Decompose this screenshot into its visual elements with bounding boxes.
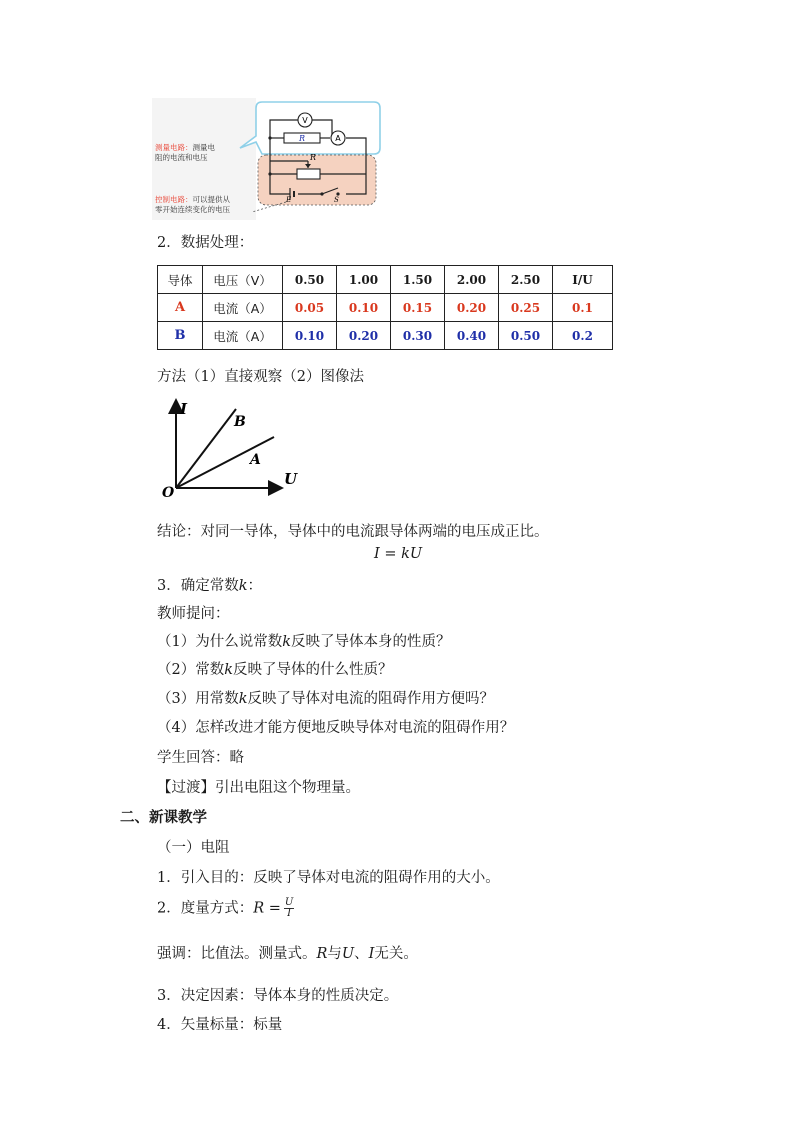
emphasis-i: I (368, 946, 375, 962)
method-line: 方法（1）直接观察（2）图像法 (157, 369, 364, 385)
table-header-cell: 1.00 (337, 266, 391, 294)
table-header-cell: 2.00 (445, 266, 499, 294)
table-cell: 0.30 (391, 322, 445, 350)
control-label: 控制电路： (155, 195, 193, 204)
fraction-denominator: I (287, 908, 292, 919)
table-header-cell: 2.50 (499, 266, 553, 294)
iu-graph-svg (160, 396, 310, 500)
control-desc-2: 零开始连续变化的电压 (155, 205, 230, 214)
student-answer: 学生回答：略 (157, 750, 244, 766)
table-cell: 0.1 (553, 294, 613, 322)
conclusion: 结论：对同一导体，导体中的电流跟导体两端的电压成正比。 (157, 524, 549, 540)
transition: 【过渡】引出电阻这个物理量。 (157, 780, 360, 796)
switch-label: S (334, 196, 339, 204)
question-var: k (238, 691, 248, 707)
line-b-label: B (234, 414, 246, 430)
formula-i-ku: I = kU (374, 546, 423, 562)
section3-title-pre: 3．确定常数 (157, 578, 239, 594)
resistor-label: R (298, 134, 306, 143)
svg-text:测量电路：测量电 (155, 142, 215, 152)
table-cell: 0.05 (283, 294, 337, 322)
section2-title: 二、新课教学 (120, 809, 207, 826)
table-cell: 0.25 (499, 294, 553, 322)
axis-x-label: U (284, 470, 298, 488)
table-header-cell: 导体 (158, 266, 203, 294)
rheostat-label: R (310, 153, 317, 162)
fraction-u-over-i (284, 898, 294, 919)
emphasis-pre: 强调：比值法。测量式。 (157, 946, 317, 962)
section3-title (157, 576, 262, 596)
table-header-row (158, 266, 613, 294)
emphasis-sep: 、 (354, 946, 369, 962)
subsection-resistance: （一）电阻 (157, 840, 230, 856)
table-cell: 0.10 (283, 322, 337, 350)
row-name-b: B (158, 322, 203, 350)
iu-graph (160, 396, 310, 500)
question-3 (157, 689, 494, 709)
table-row (158, 322, 613, 350)
point-4: 4．矢量标量：标量 (157, 1017, 283, 1033)
table-cell: 0.40 (445, 322, 499, 350)
fraction-numerator: U (284, 897, 294, 908)
axis-y-label: I (180, 400, 188, 418)
table-cell: 0.50 (499, 322, 553, 350)
teacher-ask: 教师提问： (157, 606, 230, 622)
question-4 (157, 718, 514, 738)
circuit-figure (152, 98, 384, 220)
question-2 (157, 660, 393, 680)
question-text: （2）常数 (157, 662, 225, 678)
line-b (176, 409, 236, 488)
section-data-title: 2．数据处理： (157, 235, 254, 251)
table-header-cell: 1.50 (391, 266, 445, 294)
control-box (258, 155, 376, 205)
row-label: 电流（A） (203, 294, 283, 322)
question-text: （1）为什么说常数 (157, 634, 283, 650)
question-text: （4）怎样改进才能方便地反映导体对电流的阻碍作用？ (157, 720, 515, 736)
question-1 (157, 632, 451, 652)
table-header-cell: I/U (553, 266, 613, 294)
data-table (157, 265, 613, 350)
point-2-lhs: R = (253, 900, 281, 917)
section3-title-post: ： (247, 578, 263, 594)
table-cell: 0.2 (553, 322, 613, 350)
question-text: （3）用常数 (157, 691, 239, 707)
table-cell: 0.15 (391, 294, 445, 322)
measure-desc-1: 测量电 (192, 143, 215, 152)
voltmeter-label: V (302, 116, 308, 125)
emphasis-u: U (341, 946, 355, 962)
question-text: 反映了导体本身的性质？ (291, 634, 451, 650)
section3-title-var: k (238, 578, 248, 594)
point-2-pre: 2．度量方式： (157, 900, 254, 917)
question-var: k (282, 634, 292, 650)
question-text: 反映了导体的什么性质？ (233, 662, 393, 678)
control-desc-1: 可以提供从 (192, 195, 230, 204)
table-row (158, 294, 613, 322)
measure-desc-2: 阻的电流和电压 (155, 153, 208, 162)
emphasis-post: 无关。 (374, 946, 418, 962)
table-cell: 0.20 (337, 322, 391, 350)
point-1: 1．引入目的：反映了导体对电流的阻碍作用的大小。 (157, 870, 500, 886)
measure-box (240, 102, 380, 154)
ammeter-label: A (335, 134, 341, 143)
line-a-label: A (250, 452, 261, 468)
measure-label: 测量电路： (155, 143, 193, 152)
svg-text:控制电路：可以提供从 (155, 194, 230, 204)
battery-label: E (286, 196, 292, 204)
table-cell: 0.10 (337, 294, 391, 322)
emphasis-r: R (316, 946, 328, 962)
question-text: 反映了导体对电流的阻碍作用方便吗？ (247, 691, 495, 707)
origin-label: O (162, 485, 175, 500)
table-header-cell: 电压（V） (203, 266, 283, 294)
table-cell: 0.20 (445, 294, 499, 322)
table-header-cell: 0.50 (283, 266, 337, 294)
point-3: 3．决定因素：导体本身的性质决定。 (157, 988, 399, 1004)
circuit-diagram (152, 98, 384, 220)
question-var: k (224, 662, 234, 678)
rheostat-icon (297, 169, 320, 179)
emphasis (157, 944, 418, 964)
point-2 (157, 898, 294, 924)
row-label: 电流（A） (203, 322, 283, 350)
emphasis-mid: 与 (327, 946, 342, 962)
row-name-a: A (158, 294, 203, 322)
